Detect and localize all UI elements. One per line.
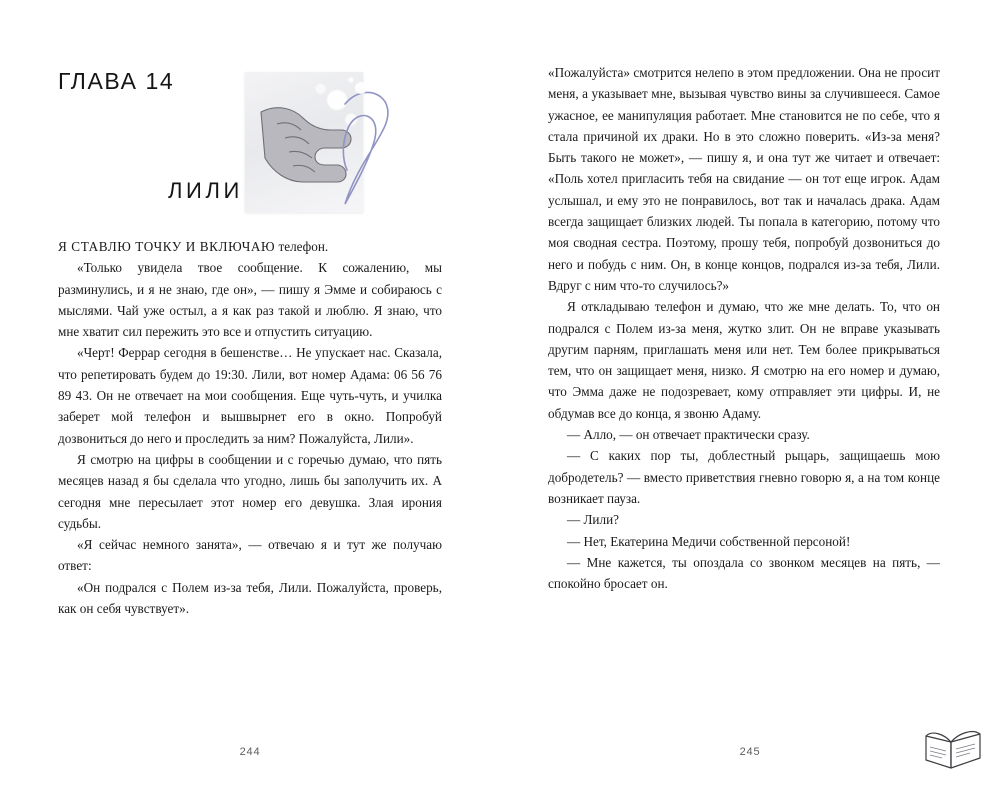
lead-small-caps: Я СТАВЛЮ ТОЧКУ И ВКЛЮЧАЮ	[58, 239, 276, 254]
chapter-number: ГЛАВА 14	[58, 68, 175, 94]
left-text-column	[58, 236, 442, 619]
heart-outline	[343, 93, 388, 204]
paragraph: — Нет, Екатерина Медичи собственной персоной!	[567, 533, 851, 549]
paragraph: Я откладываю телефон и думаю, что же мне делать. То, что он подрался с Полем из-за меня, жутко злит. Он не вправе указывать другим парням, приглашать меня или нет. Тем более прикрываться тем, что он защищает меня, низко. Я смотрю на его номер и думаю, что Эмма даже не подозревает, кому отправляет эти цифры. И, не обдумав все до конца, я звоню Адаму.	[548, 299, 940, 421]
chapter-header	[58, 68, 442, 236]
paragraph-opening	[58, 236, 442, 257]
paragraph: «Черт! Феррар сегодня в бешенстве… Не упускает нас. Сказала, что репетировать будем до 19:30. Лили, вот номер Адама: 06 56 76 89 43. Он не отвечает на мои сообщения. Еще чуть-чуть, и училка заберет мой телефон и вышвырнет его в окно. Попробуй дозвониться до него и проследить за ним? Пожалуйста, Лили».	[58, 345, 442, 446]
lead-rest: телефон.	[275, 239, 329, 254]
right-page	[500, 0, 1000, 800]
page-number-right: 245	[739, 746, 761, 758]
paragraph: — Лили?	[567, 512, 619, 528]
paragraph: «Он подрался с Полем из-за тебя, Лили. Пожалуйста, проверь, как он себя чувствует».	[58, 579, 442, 617]
page-number-left: 244	[239, 746, 261, 758]
holding-hands-heart-illustration	[233, 64, 398, 229]
right-text-column	[548, 62, 940, 594]
paragraph: — Алло, — он отвечает практически сразу.	[567, 427, 810, 443]
paragraph: — С каких пор ты, доблестный рыцарь, защищаешь мою добродетель? — вместо приветствия гневно говорю я, а на том конце возникает пауза.	[548, 448, 940, 506]
paragraph: — Мне кажется, ты опоздала со звонком месяцев на пять, — спокойно бросает он.	[548, 554, 940, 592]
illustration-artwork	[233, 64, 398, 229]
chapter-title: ЛИЛИ	[168, 178, 243, 203]
paragraph: «Я сейчас немного занята», — отвечаю я и тут же получаю ответ:	[58, 537, 442, 574]
paragraph: «Пожалуйста» смотрится нелепо в этом предложении. Она не просит меня, а указывает мне, вызывая чувство вины за случившееся. Самое ужасное, ее манипуляция работает. Мне становится не по себе, что я стала причиной их драки. Но в это сложно поверить. «Из-за меня? Быть такого не может», — пишу я, и она тут же читает и отвечает: «Поль хотел пригласить тебя на свидание — он тот еще игрок. Адам услышал, и ему это не понравилось, вот так и началась драка. Адам всегда защищает близких людей. Ты попала в категорию, потому что моя сводная сестра. Поэтому, прошу тебя, попробуй дозвониться до него и побудь с ним. Он, в конце концов, подрался из-за тебя, Лили. Вдруг с ним что-то случилось?»	[548, 65, 940, 293]
open-book-doodle	[922, 720, 984, 776]
paragraph: Я смотрю на цифры в сообщении и с горечью думаю, что пять месяцев назад я бы сделала что угодно, лишь бы заполучить их. А сегодня мне пересылает этот номер его девушка. Злая ирония судьбы.	[58, 451, 442, 531]
paragraph: «Только увидела твое сообщение. К сожалению, мы разминулись, и я не знаю, где он», — пишу я Эмме и собираюсь с мыслями. Чай уже остыл, а я как раз такой и люблю. Я знаю, что мне хватит сил пережить это все и отпустить ситуацию.	[58, 260, 442, 340]
